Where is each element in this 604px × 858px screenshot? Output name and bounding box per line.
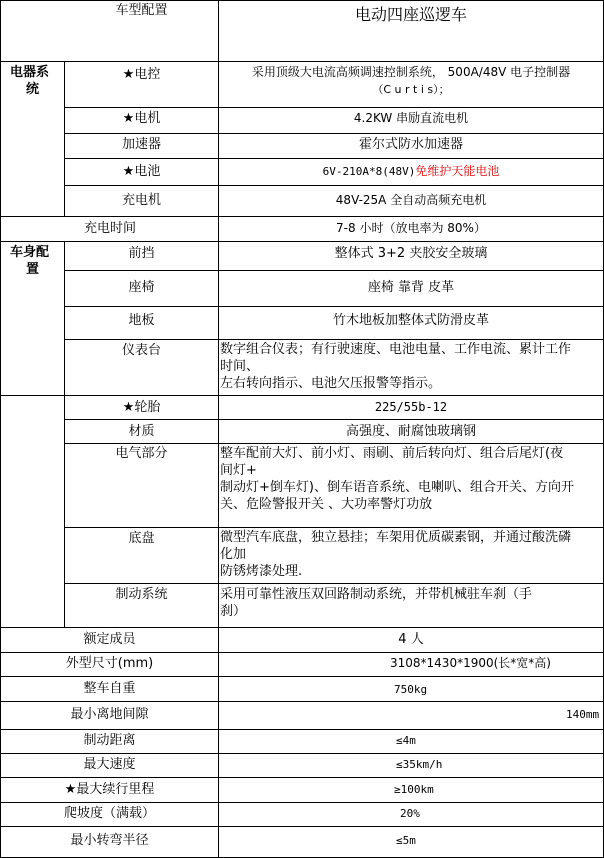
row-rule [0,61,604,62]
model-name: 电动四座巡逻车 [354,5,467,24]
seat-value: 座椅 靠背 皮革 [367,280,455,295]
max-speed-label: 最大速度 [83,757,136,772]
row-rule [64,306,604,307]
charging-time-value: 7-8 小时（放电率为 80%） [336,221,486,235]
electric-parts-value: 关、危险警报开关 、大功率警灯功放 [220,497,433,512]
controller-value: （C u r t i s）； [372,83,450,96]
electrical-section-label: 电器系 [10,65,50,80]
material-value: 高强度、耐腐蚀玻璃钢 [345,424,476,439]
config-label: 车型配置 [115,3,168,18]
dashboard-value: 数字组合仪表；有行驶速度、电池电量、工作电流、累计工作 [220,342,572,357]
dashboard-value: 时间、 [220,359,260,374]
electric-parts-value: 间灯+ [220,463,257,478]
ground-clearance-value: 140mm [566,708,600,721]
row-rule [64,133,604,134]
row-rule [0,241,604,242]
seat-label: 座椅 [128,280,155,295]
material-label: 材质 [128,424,155,439]
row-rule [64,527,604,528]
underbody-value: 防锈烤漆处理. [220,564,303,579]
turning-radius-label: 最小转弯半径 [70,833,149,848]
dimensions-value: 3108*1430*1900(长*宽*高) [390,656,551,670]
row-rule [0,701,604,702]
battery-value [219,163,603,180]
capacity-label: 额定成员 [83,632,136,647]
row-rule [64,185,604,186]
underbody-value: 微型汽车底盘，独立悬挂；车架用优质碳素钢，并通过酸洗磷 [220,530,572,545]
motor-label: ★电机 [122,111,161,126]
grade-label: 爬坡度（满载） [63,806,155,821]
brake-system-value: 采用可靠性液压双回路制动系统，并带机械驻车刹（手 [220,587,533,602]
dashboard-label: 仪表台 [121,343,161,358]
charging-time-label: 充电时间 [84,221,137,236]
ground-clearance-label: 最小离地间隙 [70,707,149,722]
curb-weight-value: 750kg [394,683,428,696]
row-rule [0,627,604,628]
row-rule [64,443,604,444]
electrical-section-label: 统 [26,82,40,97]
tire-label: ★轮胎 [122,400,161,415]
row-rule [0,676,604,677]
row-rule [64,339,604,340]
row-rule [0,777,604,778]
windshield-label: 前挡 [128,246,155,261]
battery-label: ★电池 [122,164,161,179]
controller-value: 采用顶级大电流高频调速控制系统， 500A/48V 电子控制器 [251,65,571,79]
row-rule [0,216,604,217]
row-rule [0,395,604,396]
column-rule [0,0,1,858]
windshield-value: 整体式 3+2 夹胶安全玻璃 [334,246,488,261]
controller-label: ★电控 [122,67,161,82]
body-section-label: 车身配 [10,245,50,260]
accelerator-label: 加速器 [121,137,161,152]
row-rule [64,107,604,108]
dashboard-value: 左右转向指示、电池欠压报警等指示。 [220,376,442,391]
tire-value: 225/55b-12 [374,400,448,414]
body-section-label: 置 [26,262,40,277]
row-rule [0,652,604,653]
underbody-label: 底盘 [128,531,155,546]
row-rule [64,158,604,159]
electric-parts-value: 整车配前大灯、前小灯、雨刷、前后转向灯、组合后尾灯(夜 [220,446,564,461]
range-label: ★最大续行里程 [64,782,155,797]
row-rule [0,0,604,1]
braking-distance-value: ≤4m [396,734,416,747]
accelerator-value: 霍尔式防水加速器 [358,137,463,152]
brake-system-value: 刹） [220,604,247,619]
electric-parts-value: 制动灯+倒车灯)、倒车语音系统、电喇叭、组合开关、方向开 [220,480,574,495]
underbody-value: 化加 [220,547,247,562]
curb-weight-label: 整车自重 [83,681,136,696]
capacity-value: 4 人 [398,632,424,647]
grade-value: 20% [400,807,420,820]
row-rule [64,583,604,584]
braking-distance-label: 制动距离 [83,733,136,748]
row-rule [0,753,604,754]
charger-value: 48V-25A 全自动高频充电机 [335,193,487,207]
battery-brand: 免维护天能电池 [415,164,500,178]
turning-radius-value: ≤5m [396,834,416,847]
row-rule [0,826,604,827]
floor-value: 竹木地板加整体式防滑皮革 [332,313,489,328]
motor-value: 4.2KW 串励直流电机 [353,111,469,125]
row-rule [0,802,604,803]
row-rule [64,419,604,420]
brake-system-label: 制动系统 [115,587,168,602]
electric-parts-label: 电气部分 [115,446,168,461]
charger-label: 充电机 [121,193,161,208]
range-value: ≥100km [394,783,434,796]
row-rule [0,729,604,730]
battery-spec: 6V-210A*8(48V) [322,165,416,178]
row-rule [64,270,604,271]
floor-label: 地板 [128,313,155,328]
max-speed-value: ≤35km/h [396,758,443,771]
dimensions-label: 外型尺寸(mm) [65,656,154,671]
